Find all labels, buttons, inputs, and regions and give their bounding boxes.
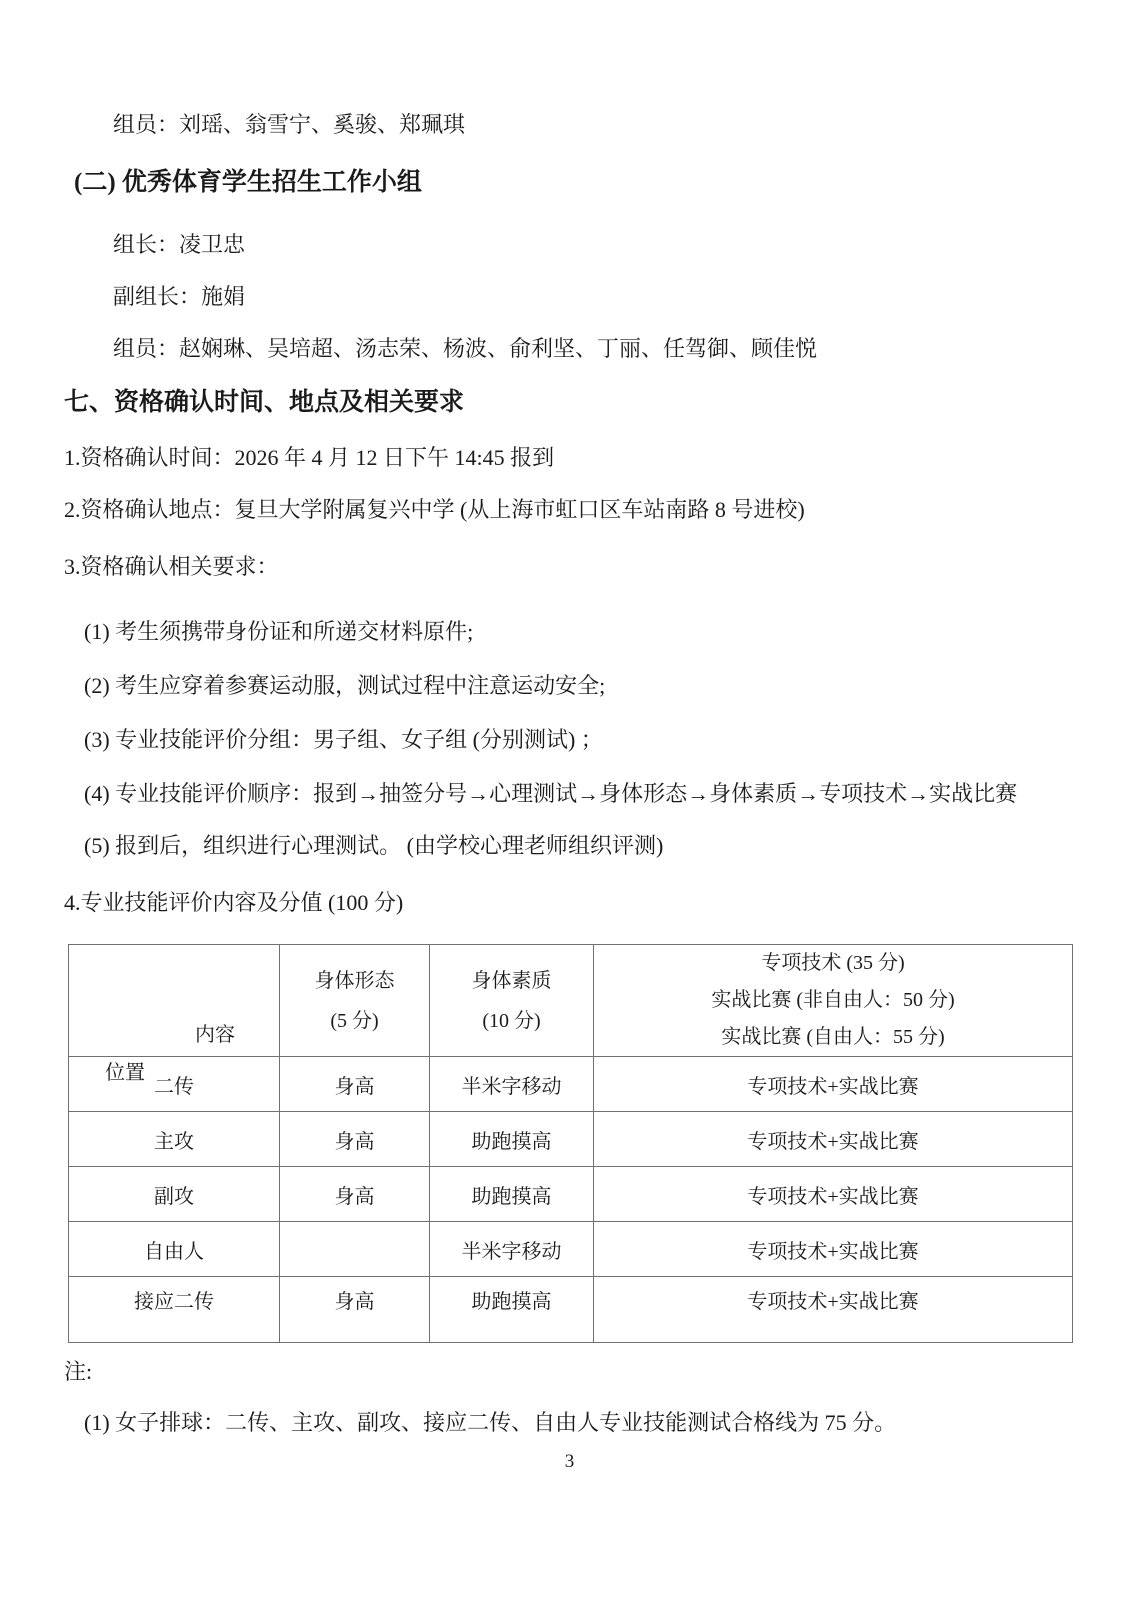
- cell-shape: 身高: [280, 1112, 430, 1167]
- group2-deputy-line: 副组长：施娟: [113, 284, 246, 309]
- header-body-shape-line2: (5 分): [330, 1009, 379, 1032]
- requirement-item-4: (4) 专业技能评价顺序：报到→抽签分号→心理测试→身体形态→身体素质→专项技术→实战比赛: [84, 781, 1018, 806]
- page-number: 3: [564, 1451, 575, 1472]
- header-skill-line2: 实战比赛 (非自由人：50 分): [711, 989, 955, 1011]
- confirmation-time-line: 1.资格确认时间：2026 年 4 月 12 日下午 14:45 报到: [64, 445, 555, 470]
- cell-fitness: 助跑摸高: [430, 1112, 594, 1167]
- requirement-item-3: (3) 专业技能评价分组：男子组、女子组 (分别测试) ；: [84, 727, 603, 752]
- header-skill-line1: 专项技术 (35 分): [761, 952, 905, 974]
- corner-label-content: 内容: [195, 1023, 235, 1046]
- header-fitness-line1: 身体素质: [471, 969, 552, 992]
- evaluation-score-table: [68, 944, 1073, 1343]
- table-row-outside-hitter: [69, 1112, 1073, 1167]
- section7-heading: 七、资格确认时间、地点及相关要求: [64, 389, 465, 416]
- table-header-row: [69, 945, 1073, 1057]
- requirement-item-1: (1) 考生须携带身份证和所递交材料原件;: [84, 619, 474, 644]
- cell-position: 接应二传: [69, 1277, 280, 1343]
- group1-members-line: 组员：刘瑶、翁雪宁、奚骏、郑珮琪: [113, 112, 466, 137]
- cell-fitness: 半米字移动: [430, 1222, 594, 1277]
- cell-evaluation: 专项技术+实战比赛: [594, 1112, 1073, 1167]
- notes-label: 注:: [64, 1359, 93, 1384]
- group2-leader-line: 组长：凌卫忠: [113, 232, 246, 257]
- cell-evaluation: 专项技术+实战比赛: [594, 1167, 1073, 1222]
- cell-evaluation: 专项技术+实战比赛: [594, 1277, 1073, 1343]
- table-row-opposite-setter: [69, 1277, 1073, 1343]
- group2-heading: (二) 优秀体育学生招生工作小组: [74, 169, 422, 196]
- requirements-label: 3.资格确认相关要求：: [64, 554, 279, 579]
- cell-fitness: 助跑摸高: [430, 1277, 594, 1343]
- header-body-shape: [280, 945, 430, 1057]
- cell-shape: 身高: [280, 1277, 430, 1343]
- score-table-title: 4.专业技能评价内容及分值 (100 分): [64, 890, 404, 915]
- group2-members-line: 组员：赵娴琳、吴培超、汤志荣、杨波、俞利坚、丁丽、任驾御、顾佳悦: [113, 336, 818, 361]
- corner-label-position: 位置: [105, 1061, 145, 1084]
- cell-shape: 身高: [280, 1167, 430, 1222]
- cell-position: 二传: [69, 1057, 280, 1112]
- cell-position: 自由人: [69, 1222, 280, 1277]
- cell-fitness: 助跑摸高: [430, 1167, 594, 1222]
- cell-shape: 身高: [280, 1057, 430, 1112]
- header-fitness: [430, 945, 594, 1057]
- cell-evaluation: 专项技术+实战比赛: [594, 1222, 1073, 1277]
- cell-shape-empty: [280, 1222, 430, 1277]
- table-row-libero: [69, 1222, 1073, 1277]
- corner-header-cell: [69, 945, 280, 1084]
- note-item-1: (1) 女子排球：二传、主攻、副攻、接应二传、自由人专业技能测试合格线为 75 分。: [84, 1410, 897, 1435]
- requirement-item-5: (5) 报到后，组织进行心理测试。 (由学校心理老师组织评测): [84, 833, 664, 858]
- table-row-middle-blocker: [69, 1167, 1073, 1222]
- requirement-item-2: (2) 考生应穿着参赛运动服，测试过程中注意运动安全;: [84, 673, 606, 698]
- cell-position: 主攻: [69, 1112, 280, 1167]
- header-body-shape-line1: 身体形态: [314, 969, 395, 992]
- header-skill-line3: 实战比赛 (自由人：55 分): [721, 1026, 945, 1048]
- header-skill: [594, 945, 1073, 1057]
- header-fitness-line2: (10 分): [482, 1009, 541, 1032]
- confirmation-place-line: 2.资格确认地点：复旦大学附属复兴中学 (从上海市虹口区车站南路 8 号进校): [64, 497, 805, 522]
- cell-position: 副攻: [69, 1167, 280, 1222]
- cell-fitness: 半米字移动: [430, 1057, 594, 1112]
- table-row-setter: [69, 1057, 1073, 1112]
- cell-evaluation: 专项技术+实战比赛: [594, 1057, 1073, 1112]
